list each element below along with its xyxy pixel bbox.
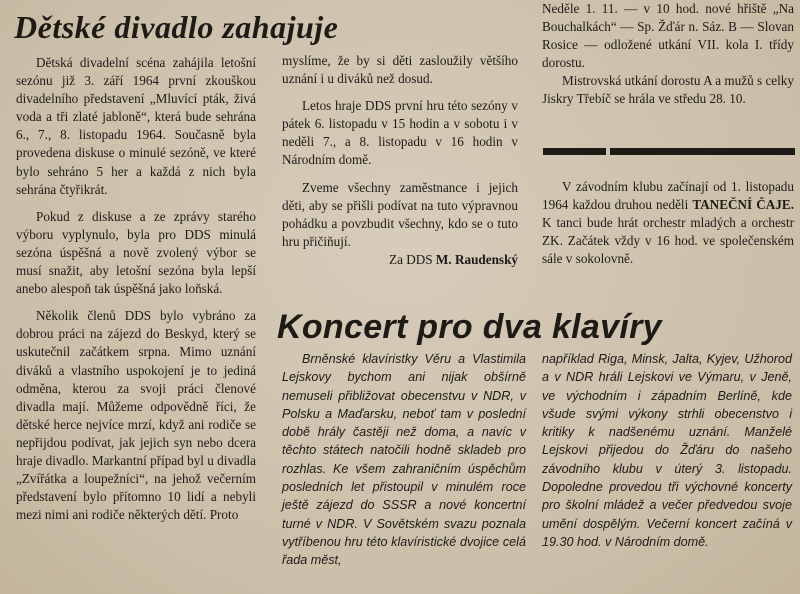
column-divider-rule bbox=[543, 148, 795, 155]
sports-paragraph: Neděle 1. 11. — v 10 hod. nové hřiště „Na Bouchalkách“ — Sp. Žďár n. Sáz. B — Slovan Rosice — odložené utkání VII. kola I. třídy dorostu. bbox=[542, 1, 794, 71]
article1-signature bbox=[282, 251, 518, 269]
club-dance-tea: TANEČNÍ ČAJE. bbox=[692, 197, 794, 213]
club-notice bbox=[542, 178, 794, 268]
signature-prefix: Za DDS bbox=[389, 251, 433, 267]
article1-paragraph: Dětská divadelní scéna zahájila letošní sezónu již 3. září 1964 první zkouškou divadelního představení „Mluvící pták, živá voda a tři zlaté jabloně“, která bude sehrána 6., 7., 8. listopadu 1964. Současně byla provedena diskuse o minulé sezóně, ve které bylo sehráno 5 her a každá z nich byla sehrána čtyřikrát. bbox=[16, 55, 256, 197]
rule-break bbox=[606, 148, 610, 155]
article2-paragraph: Brněnské klavíristky Věru a Vlastimila Lejskovy bychom ani nijak obšírně nemuseli přibližovat obecenstvu v NDR, v Polsku a Maďarsku, neboť tam v poslední době hrály častěji než doma, a navíc v těchto státech natočili hodně skladeb pro rozhlas. Ke všem zahraničním úspěchům posledních let přistoupil v minulém roce ještě zájezd do SSSR a nové koncertní turné v NDR. V Sovětském svazu poznala vytříbenou hru této klavíristické dvojice celá řada měst, bbox=[282, 352, 526, 568]
article1-column2 bbox=[282, 52, 518, 269]
club-text-a: V závodním klubu začínají od 1. listopadu 1964 každou druhou neděli bbox=[542, 179, 794, 213]
article1-paragraph: Zveme všechny zaměstnance i jejich děti, aby se přišli podívat na tuto výpravnou pohádku a povzbudit všechny, kdo se o tuto hru přičiňují. bbox=[282, 179, 518, 249]
sports-notice bbox=[542, 0, 794, 109]
article2-paragraph: například Riga, Minsk, Jalta, Kyjev, Užhorod a v NDR hráli Lejskovi ve Výmaru, v Jeně, ve východním i západním Berlíně, kde všude svými výkony strhli obecenstvo i kritiky k nadšenému uznání. Manželé Lejskovi přijedou do Žďáru do našeho závodního klubu v úterý 3. listopadu. Dopoledne provedou tři výchovné koncerty pro školní mládež a večer předvedou svoje umění dospělým. Večerní koncert začíná v 19.30 hod. v Národním domě. bbox=[542, 352, 792, 549]
article1-paragraph: Pokud z diskuse a ze zprávy starého výboru vyplynulo, byla pro DDS minulá sezóna úspěšná a nově zvolený výbor se musí snažit, aby letošní sezóna byla lepší anebo alespoň tak úspěšná jako loňská. bbox=[16, 208, 256, 297]
article1-paragraph: Několik členů DDS bylo vybráno za dobrou práci na zájezd do Beskyd, který se uskutečnil začátkem srpna. Mimo uznání diváků a vlastního uspokojení je to jediná odměna, kterou za svoji práci členové divadla mají. Můžeme odpovědně říci, že dětské herce nejvíce mrzí, když ani rodiče se nepřijdou podívat, jak jejich syn nebo dcera hraje divadlo. Markantní případ byl u divadla „Zvířátka a loupežníci“, na jehož večerním představení bylo přítomno 10 lidí a nebyli mezi nimi ani rodiče některých dětí. Proto bbox=[16, 308, 256, 523]
headline-children-theatre: Dětské divadlo zahajuje bbox=[14, 9, 339, 45]
signature-name: M. Raudenský bbox=[435, 251, 518, 267]
sports-paragraph: Mistrovská utkání dorostu A a mužů s celky Jiskry Třebíč se hrála ve středu 28. 10. bbox=[542, 73, 794, 107]
article1-paragraph: Letos hraje DDS první hru této sezóny v pátek 6. listopadu v 15 hodin a v sobotu i v neděli 7., a 8. listopadu v 16 hodin v Národním domě. bbox=[282, 98, 518, 168]
club-text-b: K tanci bude hrát orchestr mladých a orchestr ZK. Začátek vždy v 16 hod. ve společenském sále v sokolovně. bbox=[542, 215, 794, 267]
club-paragraph bbox=[542, 178, 794, 268]
headline-piano-concert: Koncert pro dva klavíry bbox=[277, 308, 662, 346]
article1-column1 bbox=[16, 54, 256, 524]
article2-column1 bbox=[282, 350, 526, 570]
article2-column2 bbox=[542, 350, 792, 551]
article1-paragraph: myslíme, že by si děti zasloužily většího uznání i u diváků než dosud. bbox=[282, 53, 518, 87]
